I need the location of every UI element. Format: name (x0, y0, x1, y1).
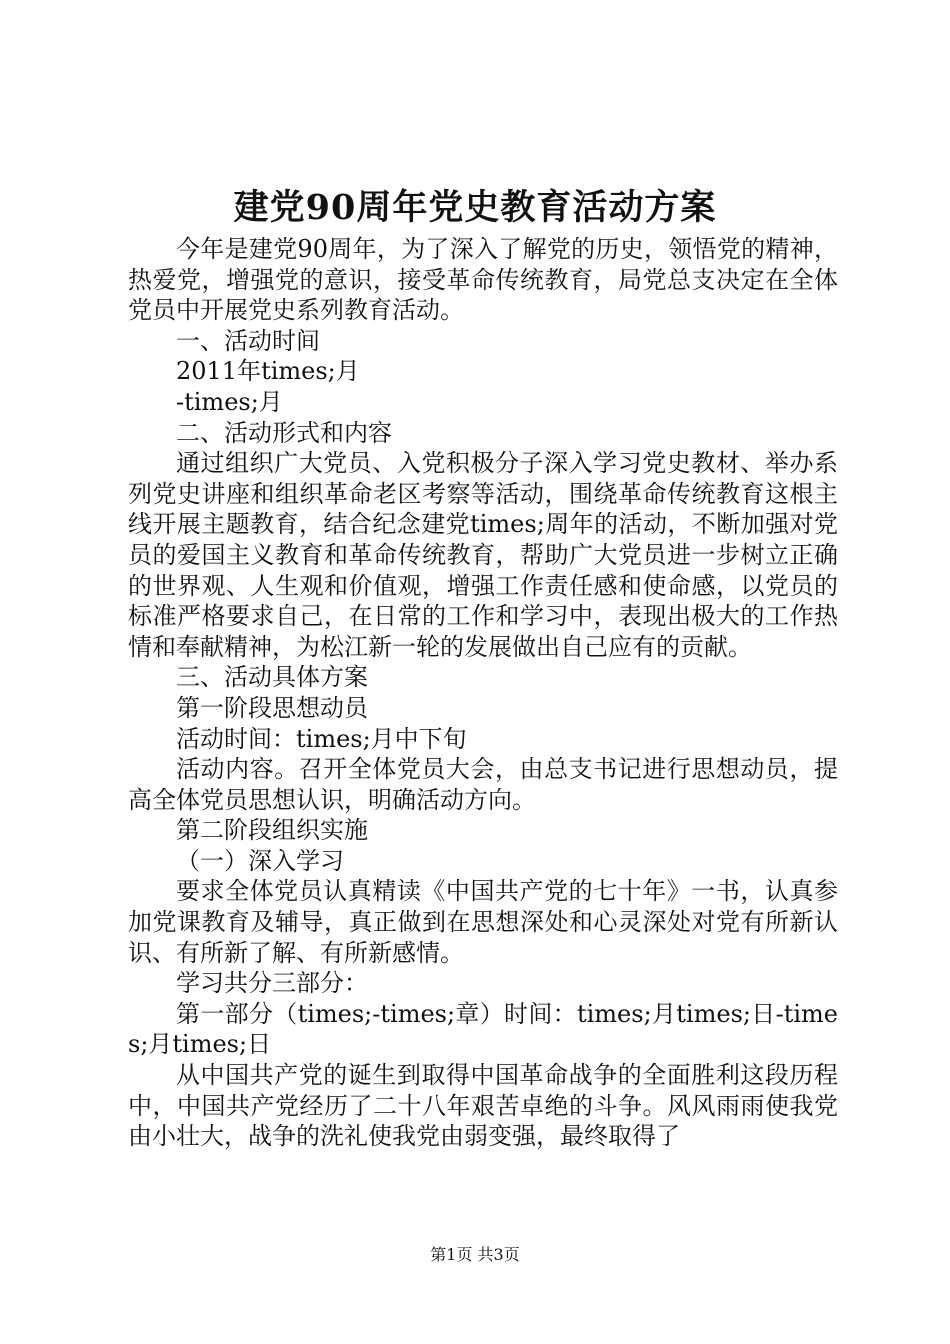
paragraph-activity-form: 通过组织广大党员、入党积极分子深入学习党史教材、举办系列党史讲座和组织革命老区考察等活动，围绕革命传统教育这根主线开展主题教育，结合纪念建党times;周年的活动，不断加强对党员的爱国主义教育和革命传统教育，帮助广大党员进一步树立正确的世界观、人生观和价值观，增强工作责任感和使命感，以党员的标准严格要求自己，在日常的工作和学习中，表现出极大的工作热情和奉献精神，为松江新一轮的发展做出自己应有的贡献。 (128, 449, 838, 661)
heading-deep-study: （一）深入学习 (176, 846, 344, 875)
document-body (128, 234, 838, 1152)
heading-activity-plan: 三、活动具体方案 (176, 663, 368, 692)
heading-activity-time: 一、活动时间 (176, 326, 320, 355)
document-title: 建党90周年党史教育活动方案 (233, 187, 717, 228)
page-number-footer: 第1页 共3页 (430, 1245, 520, 1264)
paragraph-study-requirement: 要求全体党员认真精读《中国共产党的七十年》一书，认真参加党课教育及辅导，真正做到在思想深处和心灵深处对党有所新认识、有所新了解、有所新感情。 (128, 877, 838, 967)
paragraph-intro: 今年是建党90周年，为了深入了解党的历史，领悟党的精神，热爱党，增强党的意识，接受革命传统教育，局党总支决定在全体党员中开展党史系列教育活动。 (128, 235, 838, 325)
paragraph-history: 从中国共产党的诞生到取得中国革命战争的全面胜利这段历程中，中国共产党经历了二十八年艰苦卓绝的斗争。风风雨雨使我党由小壮大，战争的洗礼使我党由弱变强，最终取得了 (128, 1061, 838, 1151)
paragraph-time-end: -times;月 (176, 387, 283, 416)
heading-activity-form: 二、活动形式和内容 (176, 418, 392, 447)
paragraph-study-parts: 学习共分三部分： (176, 969, 368, 998)
heading-stage-two: 第二阶段组织实施 (176, 816, 368, 845)
paragraph-time-start: 2011年times;月 (176, 357, 360, 386)
paragraph-stage-one-content: 活动内容。召开全体党员大会，由总支书记进行思想动员，提高全体党员思想认识，明确活动方向。 (128, 755, 838, 814)
paragraph-stage-one-time: 活动时间：times;月中下旬 (176, 724, 467, 753)
paragraph-part-one: 第一部分（times;-times;章）时间：times;月times;日-times;月times;日 (128, 999, 838, 1059)
heading-stage-one: 第一阶段思想动员 (176, 693, 368, 722)
